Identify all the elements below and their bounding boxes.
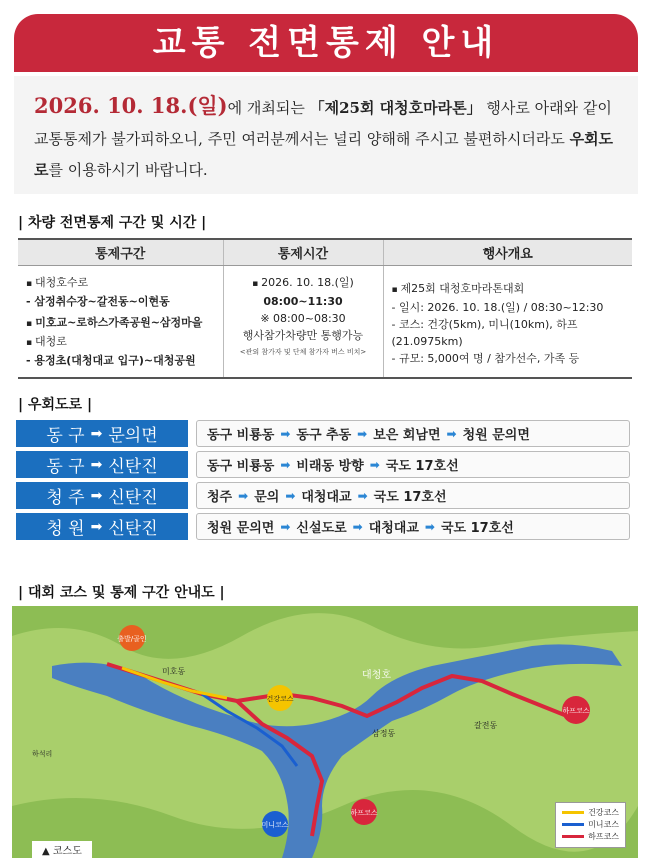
- page-title: 교통 전면통제 안내: [14, 14, 638, 72]
- route-from: 동 구: [46, 457, 85, 477]
- legend-swatch: [562, 835, 584, 838]
- overview-name: ▪ 제25회 대청호마라톤대회: [392, 280, 625, 299]
- detour-section-title: | 우회도로 |: [18, 397, 93, 413]
- intro-text-1: 에 개최되는: [227, 99, 310, 117]
- arrow-right-icon: ➡: [446, 426, 457, 441]
- route-from: 동 구: [46, 426, 85, 446]
- detour-route-1: [16, 420, 630, 447]
- route-stop: 비래동 방향: [296, 459, 364, 474]
- header-area: 통제구간: [18, 239, 223, 265]
- intro-paragraph: [14, 76, 638, 194]
- route-stop: 국도 17호선: [440, 521, 514, 536]
- area-item-3: ▪ 대청로: [26, 333, 215, 352]
- legend-half: [562, 831, 619, 843]
- route-label: [16, 451, 188, 478]
- route-path: [196, 451, 630, 478]
- hanseok-label: 하석리: [32, 750, 53, 758]
- course-map-graphic: [12, 606, 638, 858]
- samjeong-label: 삼정동: [372, 729, 396, 738]
- arrow-right-icon: ➡: [424, 519, 435, 534]
- control-time-cell: [223, 265, 383, 378]
- legend-health: [562, 807, 619, 819]
- control-table: [18, 238, 632, 379]
- arrow-right-icon: ➡: [90, 425, 103, 442]
- map-section-title: | 대회 코스 및 통제 구간 안내도 |: [18, 585, 225, 601]
- detour-route-3: [16, 482, 630, 509]
- route-path: [196, 513, 630, 540]
- route-to: 신탄진: [108, 519, 158, 539]
- event-date: 2026. 10. 18.(일): [34, 93, 228, 118]
- route-path: [196, 420, 630, 447]
- arrow-right-icon: ➡: [90, 456, 103, 473]
- route-stop: 보은 회남면: [373, 428, 441, 443]
- route-stop: 동구 비룡동: [207, 428, 275, 443]
- area-item-1-sub: - 삼정취수장~갈전동~이현동: [26, 294, 170, 308]
- overview-cell: [383, 265, 632, 378]
- course-map: [12, 606, 638, 858]
- route-path: [196, 482, 630, 509]
- route-stop: 문의: [254, 490, 280, 505]
- route-stop: 국도 17호선: [373, 490, 447, 505]
- route-label: [16, 513, 188, 540]
- legend-mini: [562, 819, 619, 831]
- arrow-right-icon: ➡: [357, 488, 368, 503]
- arrow-right-icon: ➡: [357, 426, 368, 441]
- legend-label: 미니코스: [588, 820, 619, 829]
- legend-label: 하프코스: [588, 832, 619, 841]
- legend-label: 건강코스: [588, 808, 619, 817]
- detour-route-4: [16, 513, 630, 540]
- control-section-title: | 차량 전면통제 구간 및 시간 |: [18, 215, 207, 231]
- route-to: 신탄진: [108, 488, 158, 508]
- area-item-2: ▪ 미호교~로하스가족공원~삼정마을: [26, 314, 215, 333]
- area-item-3-sub: - 용정초(대청대교 입구)~대청공원: [26, 353, 196, 367]
- route-from: 청 원: [46, 519, 85, 539]
- route-label: [16, 420, 188, 447]
- overview-date: - 일시: 2026. 10. 18.(일) / 08:30~12:30: [391, 300, 604, 314]
- map-legend: [555, 802, 626, 848]
- intro-text-2: 행사로 아래와 같이 교통통제가 불가피하오니, 주민 여러분께서는 널리 양해해 주시고 불편하시더라도: [34, 99, 612, 148]
- header-time: 통제시간: [223, 239, 383, 265]
- route-to: 신탄진: [108, 457, 158, 477]
- route-stop: 청원 문의면: [462, 428, 530, 443]
- route-stop: 동구 추동: [296, 428, 352, 443]
- time-fine-print: <관외 참가자 및 단체 참가자 버스 비치>: [239, 347, 367, 356]
- area-item-1: ▪ 대청호수로: [26, 274, 215, 293]
- arrow-right-icon: ➡: [352, 519, 363, 534]
- control-area-cell: [18, 265, 223, 378]
- route-stop: 청원 문의면: [207, 521, 275, 536]
- detour-route-2: [16, 451, 630, 478]
- intro-text-3: 를 이용하시기 바랍니다.: [48, 161, 208, 179]
- arrow-right-icon: ➡: [280, 457, 291, 472]
- overview-scale: - 규모: 5,000여 명 / 참가선수, 가족 등: [391, 351, 580, 365]
- event-name: 「제25회 대청호마라톤」: [309, 99, 482, 117]
- route-label: [16, 482, 188, 509]
- time-note: ※ 08:00~08:30: [260, 311, 346, 325]
- overview-course: - 코스: 건강(5km), 미니(10km), 하프(21.0975km): [391, 317, 578, 348]
- arrow-right-icon: ➡: [280, 519, 291, 534]
- header-overview: 행사개요: [383, 239, 632, 265]
- half-course-label: 하프코스: [350, 809, 378, 817]
- time-note-2: 행사참가차량만 통행가능: [242, 328, 364, 342]
- route-from: 청 주: [46, 488, 85, 508]
- health-course-label: 건강코스: [266, 695, 294, 703]
- legend-swatch: [562, 823, 584, 826]
- half-turn-label: 하프코스: [562, 707, 590, 715]
- legend-swatch: [562, 811, 584, 814]
- arrow-right-icon: ➡: [369, 457, 380, 472]
- route-stop: 청주: [207, 490, 233, 505]
- map-caption: ▲ 코스도: [32, 841, 92, 858]
- mini-course-label: 미니코스: [261, 821, 289, 829]
- route-stop: 대청대교: [368, 521, 419, 536]
- lake-label: 대청호: [362, 670, 391, 681]
- route-stop: 국도 17호선: [385, 459, 459, 474]
- route-stop: 신설도로: [296, 521, 347, 536]
- arrow-right-icon: ➡: [280, 426, 291, 441]
- arrow-right-icon: ➡: [90, 487, 103, 504]
- galjeon-label: 갈전동: [474, 721, 498, 730]
- start-finish-label: 출발/골인: [117, 635, 147, 643]
- route-stop: 대청대교: [301, 490, 352, 505]
- detour-emphasis: 우회도로: [34, 130, 614, 179]
- arrow-right-icon: ➡: [285, 488, 296, 503]
- route-stop: 동구 비룡동: [207, 459, 275, 474]
- mihodong-label: 미호동: [162, 667, 186, 676]
- route-to: 문의면: [108, 426, 158, 446]
- arrow-right-icon: ➡: [238, 488, 249, 503]
- time-date: ▪ 2026. 10. 18.(일): [232, 274, 375, 293]
- time-range: 08:00~11:30: [263, 294, 343, 308]
- arrow-right-icon: ➡: [90, 518, 103, 535]
